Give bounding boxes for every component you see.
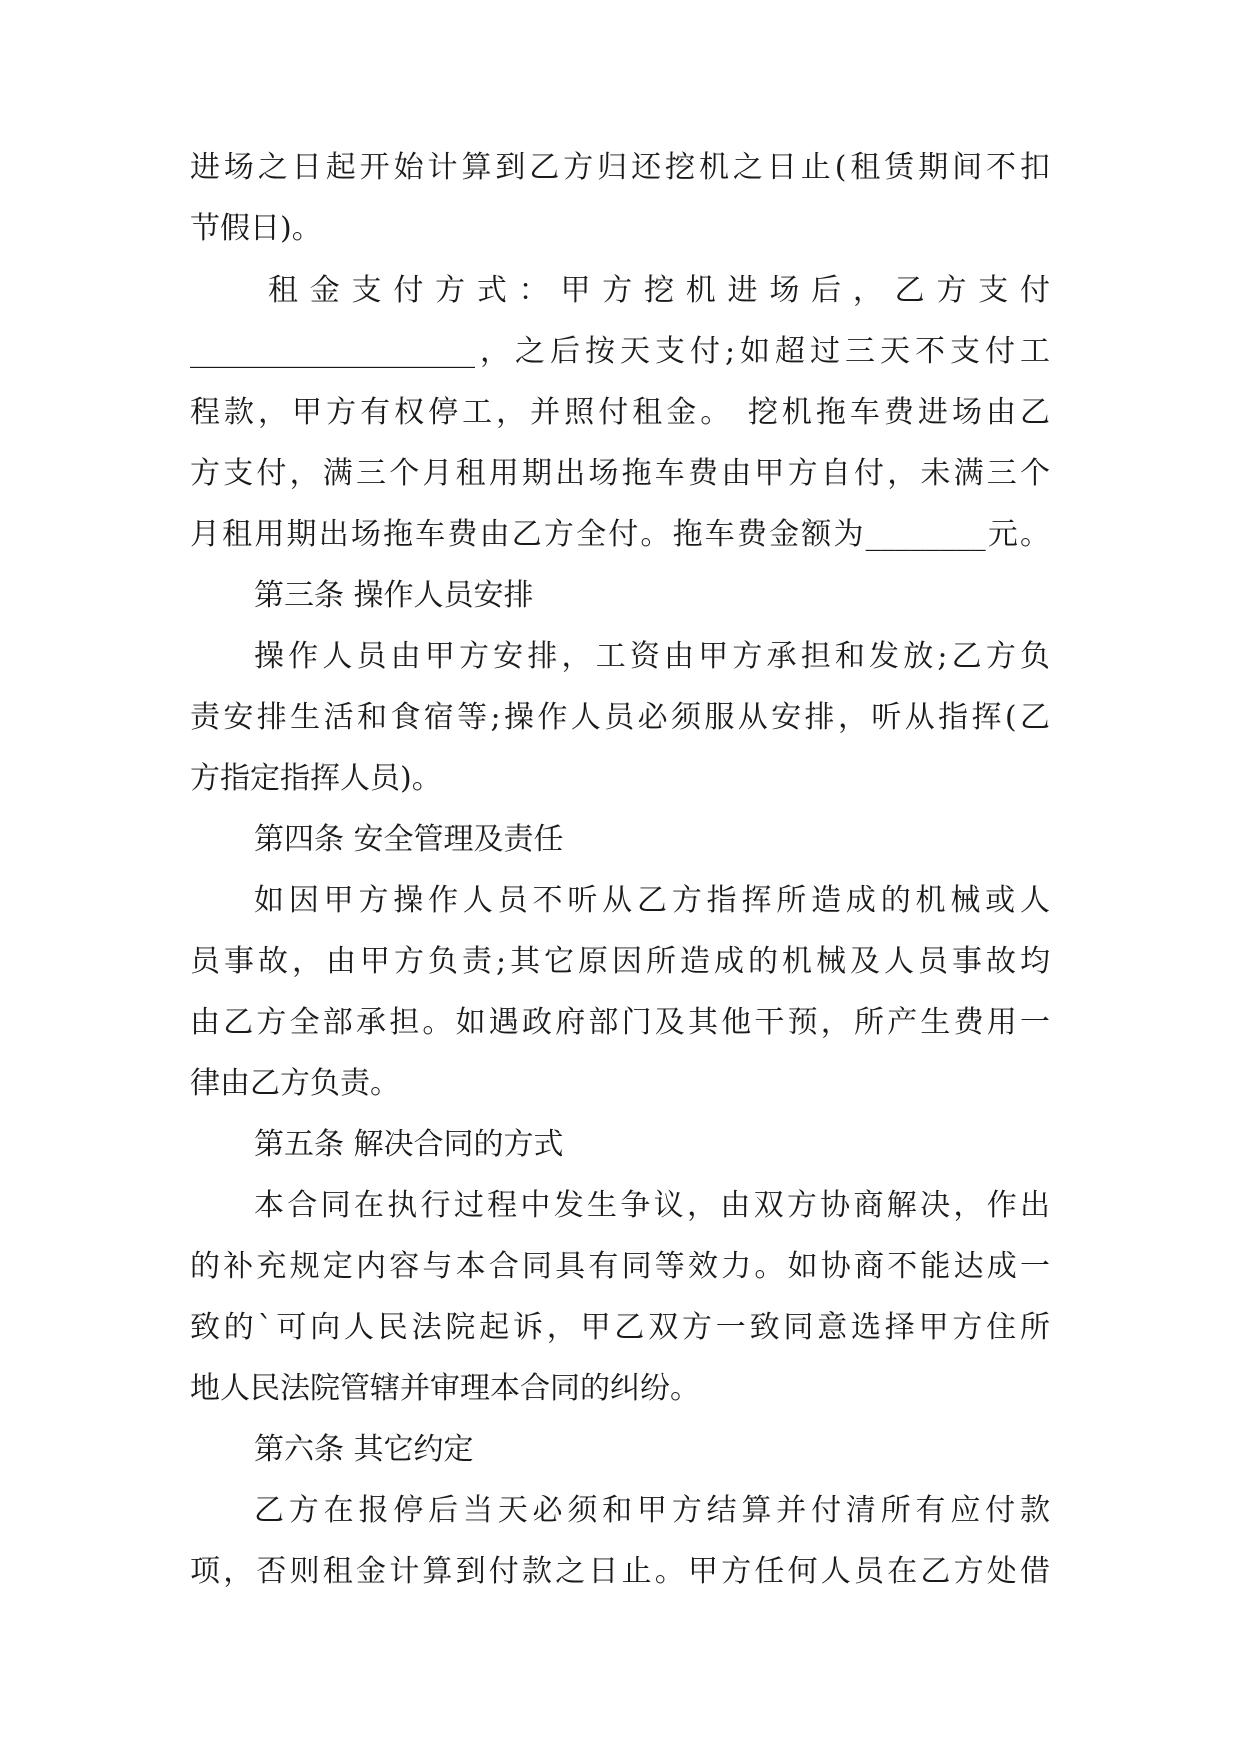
paragraph-line: 方支付，满三个月租用期出场拖车费由甲方自付，未满三个 bbox=[190, 456, 1050, 491]
paragraph-line: 方指定指挥人员)。 bbox=[190, 761, 442, 796]
section-heading: 第四条 安全管理及责任 bbox=[254, 822, 564, 857]
paragraph-line: ___________________，之后按天支付;如超过三天不支付工 bbox=[190, 334, 1050, 369]
paragraph-line: 进场之日起开始计算到乙方归还挖机之日止(租赁期间不扣 bbox=[190, 150, 1050, 185]
paragraph-line: 的补充规定内容与本合同具有同等效力。如协商不能达成一 bbox=[190, 1249, 1050, 1284]
paragraph-line: 节假日)。 bbox=[190, 211, 322, 246]
paragraph-line: 程款，甲方有权停工，并照付租金。 挖机拖车费进场由乙 bbox=[190, 395, 1050, 430]
paragraph-line: 律由乙方负责。 bbox=[190, 1066, 400, 1101]
paragraph-line: 租金支付方式：甲方挖机进场后，乙方支付 bbox=[268, 273, 1050, 308]
paragraph-line: 由乙方全部承担。如遇政府部门及其他干预，所产生费用一 bbox=[190, 1005, 1050, 1040]
paragraph-line: 员事故，由甲方负责;其它原因所造成的机械及人员事故均 bbox=[190, 944, 1050, 979]
section-heading: 第三条 操作人员安排 bbox=[254, 578, 534, 613]
paragraph-line: 月租用期出场拖车费由乙方全付。拖车费金额为________元。 bbox=[190, 517, 1050, 552]
paragraph-line: 本合同在执行过程中发生争议，由双方协商解决，作出 bbox=[254, 1188, 1050, 1223]
paragraph-line: 项，否则租金计算到付款之日止。甲方任何人员在乙方处借 bbox=[190, 1554, 1050, 1589]
section-heading: 第六条 其它约定 bbox=[254, 1432, 474, 1467]
paragraph-line: 操作人员由甲方安排，工资由甲方承担和发放;乙方负 bbox=[254, 639, 1050, 674]
section-heading: 第五条 解决合同的方式 bbox=[254, 1127, 564, 1162]
paragraph-line: 乙方在报停后当天必须和甲方结算并付清所有应付款 bbox=[254, 1493, 1050, 1528]
paragraph-line: 地人民法院管辖并审理本合同的纠纷。 bbox=[190, 1371, 700, 1406]
paragraph-line: 致的`可向人民法院起诉，甲乙双方一致同意选择甲方住所 bbox=[190, 1310, 1050, 1345]
paragraph-line: 责安排生活和食宿等;操作人员必须服从安排，听从指挥(乙 bbox=[190, 700, 1050, 735]
paragraph-line: 如因甲方操作人员不听从乙方指挥所造成的机械或人 bbox=[254, 883, 1050, 918]
